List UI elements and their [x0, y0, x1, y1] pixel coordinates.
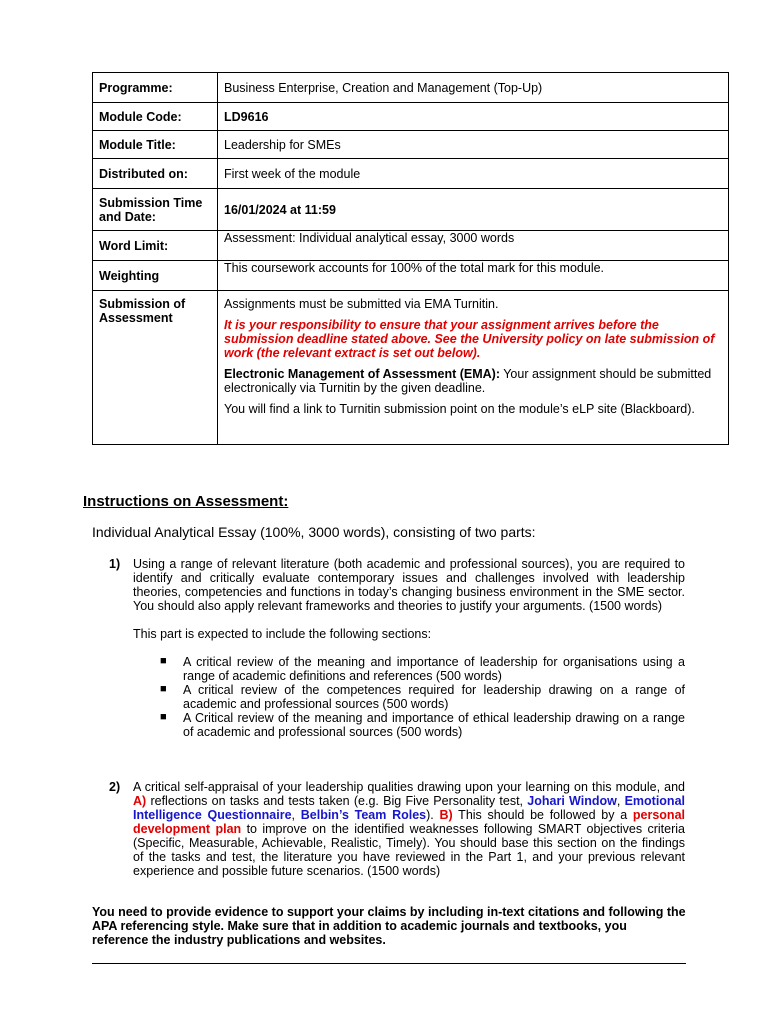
evidence-note: You need to provide evidence to support your claims by including in-text citations and following the APA referencing style. Make sure that in addition to academic journals and textbooks, you reference the industry publications and websites.: [92, 905, 686, 947]
part-2-text-b: reflections on tasks and tests taken (e.g. Big Five Personality test,: [146, 794, 528, 808]
list-item: [133, 683, 685, 711]
row-distributed: [93, 159, 729, 189]
divider-line: [92, 963, 686, 964]
part-2-sep-1: ,: [616, 794, 625, 808]
instructions-heading: Instructions on Assessment:: [83, 493, 289, 510]
ema-label: Electronic Management of Assessment (EMA):: [224, 367, 500, 381]
part-2-text: [133, 780, 685, 878]
part-1-sections-list: [133, 655, 685, 739]
weighting-value: This coursework accounts for 100% of the total mark for this module.: [218, 261, 729, 291]
part-1: [109, 557, 685, 739]
module-info-table: [92, 72, 729, 445]
pdp-term: personal development plan: [133, 808, 685, 836]
submission-of-value: [218, 291, 729, 445]
johari-window-term: Johari Window: [527, 794, 617, 808]
submission-of-p1: Assignments must be submitted via EMA Turnitin.: [224, 297, 499, 311]
submission-of-label: Submission of Assessment: [93, 291, 218, 445]
part-2-sep-2: ,: [291, 808, 301, 822]
part-1-text: Using a range of relevant literature (both academic and professional sources), you are required to identify and critically evaluate contemporary issues and challenges involved with leadership theories, competencies and functions in today’s changing business environment in the SME sector. You should also apply relevant frameworks and theories to justify your arguments. (1500 words): [133, 557, 685, 613]
part-2-label-a: A): [133, 794, 147, 808]
word-limit-label: Word Limit:: [93, 231, 218, 261]
bullet-icon: ■: [160, 711, 167, 723]
weighting-label: Weighting: [93, 261, 218, 291]
belbin-term: Belbin’s Team Roles: [300, 808, 427, 822]
module-code-label: Module Code:: [93, 103, 218, 131]
list-item: [133, 711, 685, 739]
turnitin-link-text: You will find a link to Turnitin submission point on the module’s eLP site (Blackboard).: [224, 402, 695, 416]
list-item-text: A critical review of the competences required for leadership drawing on a range of academic and professional sources (500 words): [183, 683, 685, 711]
part-2-number: 2): [109, 780, 121, 794]
ema-text: Your assignment should be submitted electronically via Turnitin by the given deadline.: [224, 367, 712, 395]
list-item: [133, 655, 685, 683]
part-2-text-f: This should be followed by a: [452, 808, 633, 822]
part-1-number: 1): [109, 557, 121, 571]
eiq-term: Emotional Intelligence Questionnaire: [133, 794, 685, 822]
part-2-text-a: A critical self-appraisal of your leadership qualities drawing upon your learning on this module, and: [133, 780, 685, 794]
module-code-value: LD9616: [218, 103, 729, 131]
row-submission-of-assessment: [93, 291, 729, 445]
row-submission-time: [93, 189, 729, 231]
late-submission-warning: It is your responsibility to ensure that your assignment arrives before the submission deadline stated above. See the University policy on late submission of work (the relevant extract is set out below).: [224, 318, 715, 360]
programme-label: Programme:: [93, 73, 218, 103]
module-title-value: Leadership for SMEs: [218, 131, 729, 159]
submission-time-label: Submission Time and Date:: [93, 189, 218, 231]
list-item-text: A Critical review of the meaning and importance of ethical leadership drawing on a range of academic and professional sources (500 words): [183, 711, 685, 739]
part-2-text-g: to improve on the identified weaknesses following SMART objectives criteria (Specific, Measurable, Achievable, Realistic, Timely). You should base this section on the findings of the tasks and test, the literature you have reviewed in the Part 1, and your previous relevant experience and possible future scenarios. (1500 words): [133, 822, 685, 878]
row-word-limit: [93, 231, 729, 261]
part-2-label-b: B): [439, 808, 453, 822]
instructions-intro: Individual Analytical Essay (100%, 3000 words), consisting of two parts:: [92, 524, 536, 540]
bullet-icon: ■: [160, 683, 167, 695]
distributed-label: Distributed on:: [93, 159, 218, 189]
row-module-title: [93, 131, 729, 159]
bullet-icon: ■: [160, 655, 167, 667]
distributed-value: First week of the module: [218, 159, 729, 189]
row-module-code: [93, 103, 729, 131]
word-limit-value: Assessment: Individual analytical essay, 3000 words: [218, 231, 729, 261]
programme-value: Business Enterprise, Creation and Management (Top-Up): [218, 73, 729, 103]
part-1-sections-intro: This part is expected to include the following sections:: [133, 627, 432, 641]
submission-time-value: 16/01/2024 at 11:59: [218, 189, 729, 231]
list-item-text: A critical review of the meaning and importance of leadership for organisations using a range of academic definitions and references (500 words): [183, 655, 685, 683]
part-2: [109, 780, 685, 878]
module-title-label: Module Title:: [93, 131, 218, 159]
row-programme: [93, 73, 729, 103]
part-2-text-e: ).: [426, 808, 440, 822]
row-weighting: [93, 261, 729, 291]
ema-paragraph: [224, 367, 722, 395]
